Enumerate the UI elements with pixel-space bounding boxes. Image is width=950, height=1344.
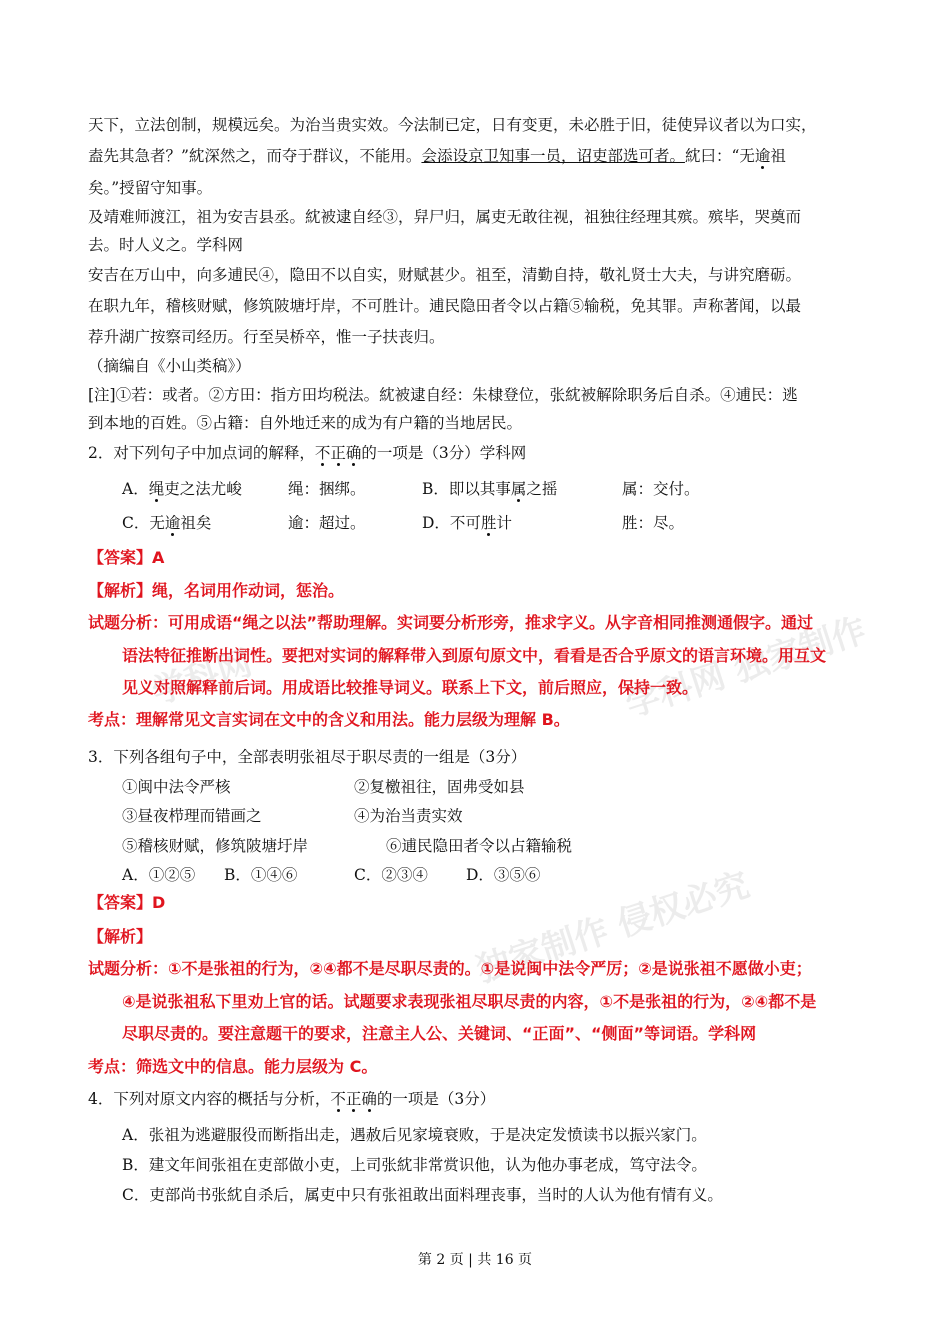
q2-option-d: D．不可胜计 [422,514,512,532]
watermark: 独家制作 侵权必究 [471,864,755,991]
q3-answer: 【答案】D [88,893,166,912]
q2-detail: 语法特征推断出词性。要把对实词的解释带入到原句原文中，看看是否合乎原文的语言环境。用互文 [122,646,827,665]
q4-option-a: A．张祖为逃避服役而断指出走，遇赦后见家境衰败，于是决定发愤读书以振兴家门。 [122,1126,707,1144]
q3-choice-c: C．②③④ [354,866,428,884]
watermark: 学科网 [147,643,257,713]
page-footer: 第 2 页 | 共 16 页 [417,1252,533,1268]
passage-line: 荐升湖广按察司经历。行至吴桥卒，惟一子扶丧归。 [88,328,445,346]
q3-item: ②复檄祖往，固弗受如县 [354,778,525,796]
passage-line: 盍先其急者？”紞深然之，而夺于群议，不能用。会添设京卫知事一员，诏吏部选可者。紞曰：“无逾祖 [88,147,786,165]
q3-item: ⑥逋民隐田者令以占籍输税 [386,837,573,855]
question-2-stem: 2．对下列句子中加点词的解释，不正确的一项是（3分）学科网 [88,444,527,462]
q3-item: ③昼夜栉理而错画之 [122,807,262,825]
q3-item: ⑤稽核财赋，修筑陂塘圩岸 [122,837,309,855]
q4-option-b: B．建文年间张祖在吏部做小吏，上司张紞非常赏识他，认为他办事老成，笃守法令。 [122,1156,707,1174]
q2-answer: 【答案】A [88,548,165,567]
q2-analysis: 【解析】绳，名词用作动词，惩治。 [88,581,345,600]
passage-line: 安吉在万山中，向多逋民④，隐田不以自实，财赋甚少。祖至，清勤自持，敬礼贤士大夫，与讲究磨砺。 [88,266,802,284]
underlined-sentence: 会添设京卫知事一员，诏吏部选可者。 [421,147,685,165]
passage-line: 天下，立法创制，规模远矣。为治当贵实效。今法制已定，日有变更，未必胜于旧，徒使异议者以为口实， [88,116,817,134]
passage-line: 在职九年，稽核财赋，修筑陂塘圩岸，不可胜计。逋民隐田者令以占籍⑤输税，免其罪。声称著闻，以最 [88,297,802,315]
q3-detail: 尽职尽责的。要注意题干的要求，注意主人公、关键词、“正面”、“侧面”等词语。学科网 [122,1024,757,1043]
q2-option-d-explanation: 胜：尽。 [622,514,685,532]
dotted-word: 逾 [754,147,771,165]
q3-detail: 试题分析：①不是张祖的行为，②④都不是尽职尽责的。①是说闽中法令严厉；②是说张祖不愿做小吏； [88,959,812,978]
question-3-stem: 3．下列各组句子中，全部表明张祖尽于职尽责的一组是（3分） [88,748,527,766]
q2-detail: 见义对照解释前后词。用成语比较推导词义。联系上下文，前后照应，保持一致。 [122,678,699,697]
q2-option-b: B．即以其事属之摇 [422,480,558,498]
q3-item: ①闽中法令严核 [122,778,231,796]
q2-option-b-explanation: 属：交付。 [622,480,700,498]
watermark: 学科网 独家制作 [621,610,871,726]
q2-detail: 试题分析：可用成语“绳之以法”帮助理解。实词要分析形旁，推求字义。从字音相同推测通假字。通过 [88,613,814,632]
q3-choice-d: D．③⑤⑥ [466,866,541,884]
q2-point: 考点：理解常见文言实词在文中的含义和用法。能力层级为理解 B。 [88,710,570,729]
q3-choice-b: B．①④⑥ [224,866,298,884]
q4-option-c: C．吏部尚书张紞自杀后，属吏中只有张祖敢出面料理丧事，当时的人认为他有情有义。 [122,1186,723,1204]
q3-analysis: 【解析】 [88,927,153,946]
passage-line: 去。时人义之。学科网 [88,236,244,254]
q2-option-a-explanation: 绳：捆绑。 [288,480,366,498]
q2-option-c: C．无逾祖矣 [122,514,212,532]
q2-option-c-explanation: 逾：超过。 [288,514,366,532]
note-line: 到本地的百姓。⑤占籍：自外地迁来的成为有户籍的当地居民。 [88,414,523,432]
q3-choice-a: A．①②⑤ [122,866,196,884]
q2-option-a: A．绳吏之法尤峻 [122,480,242,498]
source-citation: （摘编自《小山类稿》） [88,357,251,375]
question-4-stem: 4．下列对原文内容的概括与分析，不正确的一项是（3分） [88,1090,496,1108]
q3-point: 考点：筛选文中的信息。能力层级为 C。 [88,1057,378,1076]
note-line: [注]①若：或者。②方田：指方田均税法。紞被逮自经：朱棣登位，张紞被解除职务后自杀。④逋民：逃 [88,386,798,404]
q3-item: ④为治当责实效 [354,807,463,825]
q3-detail: ④是说张祖私下里劝上官的话。试题要求表现张祖尽职尽责的内容，①不是张祖的行为，②④都不是 [122,992,817,1011]
passage-line: 及靖难师渡江，祖为安吉县丞。紞被逮自经③，舁尸归，属吏无敢往视，祖独往经理其殡。殡毕，哭奠而 [88,208,802,226]
passage-line: 矣。”授留守知事。 [88,179,213,197]
